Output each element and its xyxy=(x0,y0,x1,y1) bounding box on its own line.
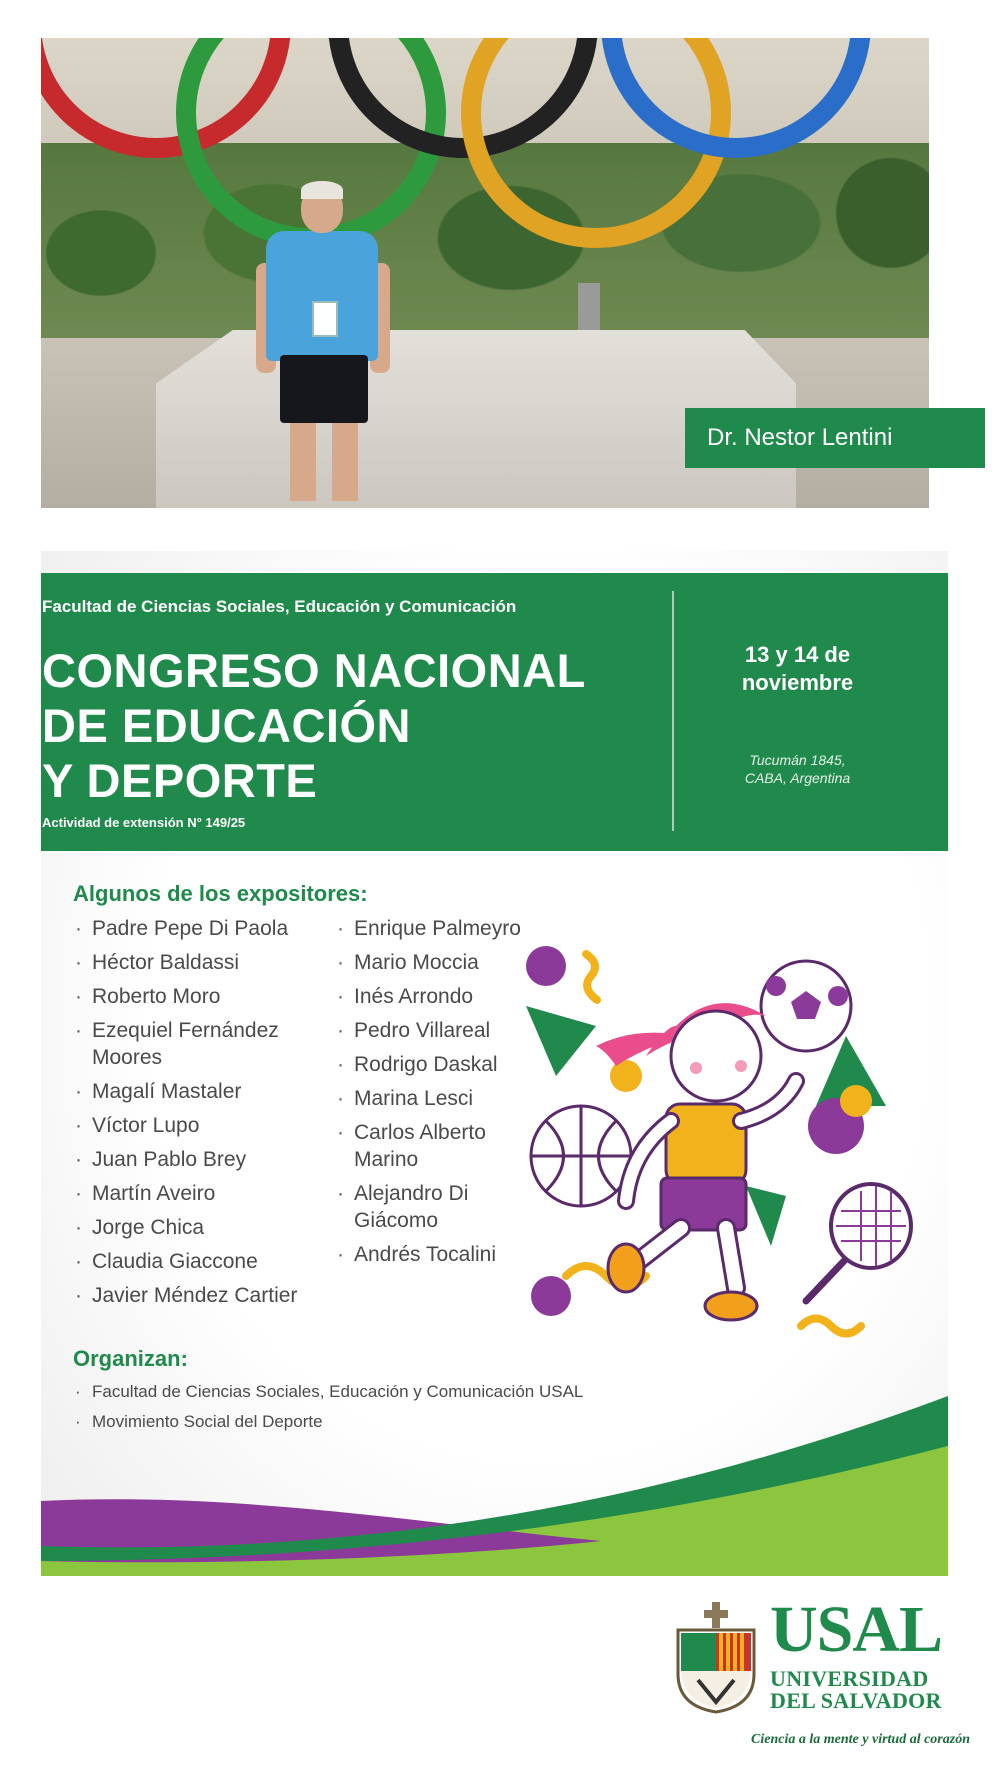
yellow-dot xyxy=(610,1060,642,1092)
speaker-item: · Mario Moccia xyxy=(337,949,552,976)
soccer-ball-patch xyxy=(766,976,786,996)
university-crest xyxy=(672,1602,760,1714)
girl-shoe xyxy=(608,1244,644,1292)
dates-line: 13 y 14 de xyxy=(744,642,851,667)
speaker-item: · Alejandro Di Giácomo xyxy=(337,1180,552,1234)
photo-caption: Dr. Nestor Lentini xyxy=(685,408,985,468)
usal-logo xyxy=(670,1590,970,1760)
speaker-item: · Pedro Villareal xyxy=(337,1017,552,1044)
organizer-item: · Movimiento Social del Deporte xyxy=(75,1411,583,1433)
purple-dot xyxy=(531,1276,571,1316)
organizer-item: · Facultad de Ciencias Sociales, Educación y Comunicación USAL xyxy=(75,1381,583,1403)
crest-cross xyxy=(704,1602,728,1628)
speaker-item: · Andrés Tocalini xyxy=(337,1241,552,1268)
venue-line: Tucumán 1845, xyxy=(749,752,846,768)
title-line: CONGRESO NACIONAL xyxy=(42,644,586,697)
dates-line: noviembre xyxy=(741,670,854,695)
speaker-item: · Claudia Giaccone xyxy=(75,1248,320,1275)
title-line: Y DEPORTE xyxy=(42,754,318,807)
speaker-item: · Jorge Chica xyxy=(75,1214,320,1241)
speakers-heading: Algunos de los expositores: xyxy=(73,881,368,906)
activity-number: Actividad de extensión N° 149/25 xyxy=(42,815,246,830)
green-triangle xyxy=(746,1186,786,1246)
yellow-squiggle xyxy=(801,1319,861,1334)
speaker-item: · Padre Pepe Di Paola xyxy=(75,915,320,942)
yellow-squiggle xyxy=(586,954,597,1000)
sports-girl-illustration xyxy=(526,946,946,1346)
event-venue xyxy=(690,751,905,787)
bottom-white xyxy=(41,1576,948,1586)
usal-acronym: USAL xyxy=(770,1593,943,1666)
speaker-item: · Ezequiel Fernández Moores xyxy=(75,1017,320,1071)
congress-poster xyxy=(41,551,948,1586)
girl-shoe xyxy=(705,1292,757,1320)
name-line: DEL SALVADOR xyxy=(770,1688,942,1713)
person-shirt xyxy=(266,231,378,361)
speaker-item: · Roberto Moro xyxy=(75,983,320,1010)
basketball-seam xyxy=(531,1106,631,1206)
accreditation-badge xyxy=(312,301,338,337)
speaker-item: · Martín Aveiro xyxy=(75,1180,320,1207)
university-name xyxy=(770,1668,942,1712)
university-motto: Ciencia a la mente y virtud al corazón xyxy=(751,1732,970,1747)
name-line: UNIVERSIDAD xyxy=(770,1666,929,1691)
girl-cheek xyxy=(690,1062,702,1074)
speaker-item: · Rodrigo Daskal xyxy=(337,1051,552,1078)
speaker-item: · Magalí Mastaler xyxy=(75,1078,320,1105)
title-line: DE EDUCACIÓN xyxy=(42,699,411,752)
speaker-item: · Carlos Alberto Marino xyxy=(337,1119,552,1173)
person-leg xyxy=(332,421,358,501)
faculty-name: Facultad de Ciencias Sociales, Educación y Comunicación xyxy=(42,597,517,616)
person-shorts xyxy=(280,355,368,423)
speakers-column-2 xyxy=(337,915,552,1275)
speaker-item: · Víctor Lupo xyxy=(75,1112,320,1139)
venue-line: CABA, Argentina xyxy=(744,770,851,786)
girl-head xyxy=(671,1011,761,1101)
girl-leg xyxy=(726,1228,736,1288)
speaker-item: · Héctor Baldassi xyxy=(75,949,320,976)
person-figure xyxy=(256,183,386,508)
racket-handle xyxy=(806,1261,844,1301)
speaker-item: · Juan Pablo Brey xyxy=(75,1146,320,1173)
speaker-item: · Enrique Palmeyro xyxy=(337,915,552,942)
speaker-item: · Marina Lesci xyxy=(337,1085,552,1112)
decorative-waves xyxy=(41,1351,948,1586)
speakers-column-1 xyxy=(75,915,320,1316)
soccer-ball-patch xyxy=(828,986,848,1006)
crest-quarter xyxy=(681,1633,716,1671)
speaker-item: · Javier Méndez Cartier xyxy=(75,1282,320,1309)
person-hair xyxy=(301,181,343,199)
purple-dot xyxy=(526,946,566,986)
poster-header xyxy=(41,573,948,851)
green-triangle xyxy=(526,1006,596,1076)
girl-cheek xyxy=(735,1060,747,1072)
person-leg xyxy=(290,421,316,501)
yellow-dot xyxy=(840,1085,872,1117)
speaker-item: · Inés Arrondo xyxy=(337,983,552,1010)
header-divider xyxy=(672,591,674,831)
organizers-heading: Organizan: xyxy=(73,1346,188,1371)
event-dates xyxy=(690,641,905,697)
poster-title xyxy=(42,643,586,808)
